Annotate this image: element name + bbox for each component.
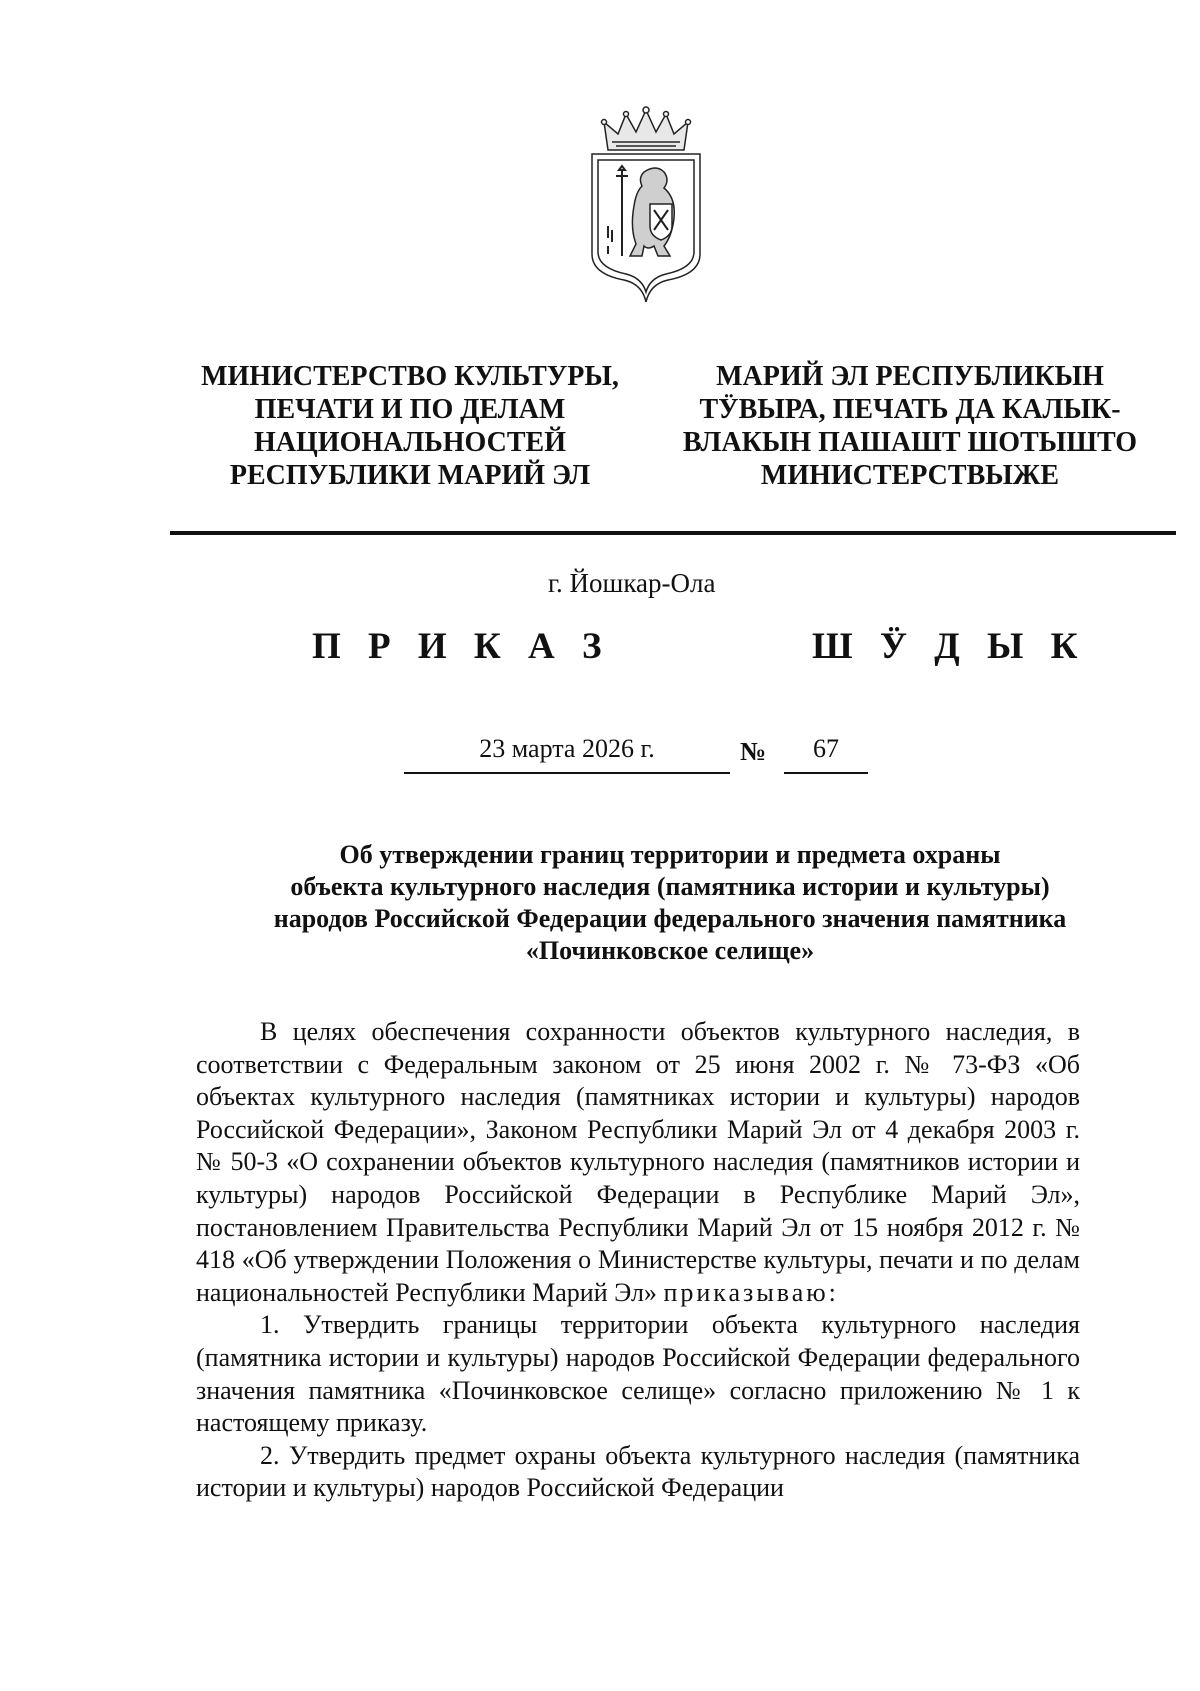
- ministry-ru-line: ПЕЧАТИ И ПО ДЕЛАМ: [254, 394, 566, 425]
- number-field: [784, 734, 868, 774]
- order-item-1: 1. Утвердить границы территории объекта культурного наследия (памятника истории и культуры) народов Российской Федерации федерального значения памятника «Починковское селище» согласно приложению № 1 к настоящему приказу.: [196, 1310, 1080, 1438]
- city-name: г. Йошкар-Ола: [548, 568, 716, 598]
- preamble-text: В целях обеспечения сохранности объектов культурного наследия, в соответствии с Федеральным законом от 25 июня 2002 г. № 73-ФЗ «Об объектах культурного наследия (памятниках истории и культуры) народов Российской Федерации», Законом Республики Марий Эл от 4 декабря 2003 г. № 50-З «О сохранении объектов культурного наследия (памятников истории и культуры) народов Российской Федерации в Республике Марий Эл», постановлением Правительства Республики Марий Эл от 15 ноября 2012 г. № 418 «Об утверждении Положения о Министерстве культуры, печати и по делам национальностей Республики Марий Эл»: [196, 1017, 1080, 1307]
- title-line: народов Российской Федерации федерального значения памятника: [273, 904, 1067, 933]
- document-type-russian: П Р И К А З: [312, 626, 611, 667]
- order-item-2: 2. Утвердить предмет охраны объекта культурного наследия (памятника истории и культуры) народов Российской Федерации: [196, 1440, 1080, 1503]
- ministry-ru-line: НАЦИОНАЛЬНОСТЕЙ: [254, 427, 566, 458]
- document-number: 67: [813, 734, 839, 763]
- ministry-mari-line: ВЛАКЫН ПАШАШТ ШОТЫШТО: [682, 427, 1138, 458]
- ministry-name-russian: [170, 360, 650, 492]
- order-word: приказываю:: [663, 1277, 839, 1307]
- document-body: [196, 1016, 1080, 1505]
- document-date: 23 марта 2026 г.: [479, 734, 655, 763]
- coat-of-arms-emblem: [586, 106, 706, 304]
- document-type-mari: Ш Ӱ Д Ы К: [812, 626, 1087, 667]
- header-divider: [170, 531, 1176, 535]
- ministry-name-mari: [660, 360, 1160, 492]
- ministry-mari-line: МИНИСТЕРСТВЫЖЕ: [760, 460, 1060, 491]
- document-title: [170, 839, 1170, 967]
- preamble-paragraph: [196, 1016, 1080, 1309]
- ministry-ru-line: РЕСПУБЛИКИ МАРИЙ ЭЛ: [229, 460, 591, 491]
- ministry-mari-line: ТӰВЫРА, ПЕЧАТЬ ДА КАЛЫК-: [699, 394, 1121, 425]
- date-field: [404, 734, 730, 774]
- ministry-ru-line: МИНИСТЕРСТВО КУЛЬТУРЫ,: [201, 361, 619, 392]
- title-line: Об утверждении границ территории и предмета охраны: [339, 840, 1001, 869]
- number-sign: №: [740, 737, 767, 766]
- title-line: объекта культурного наследия (памятника истории и культуры): [290, 872, 1050, 901]
- title-line: «Починковское селище»: [525, 936, 815, 965]
- ministry-mari-line: МАРИЙ ЭЛ РЕСПУБЛИКЫН: [716, 361, 1104, 392]
